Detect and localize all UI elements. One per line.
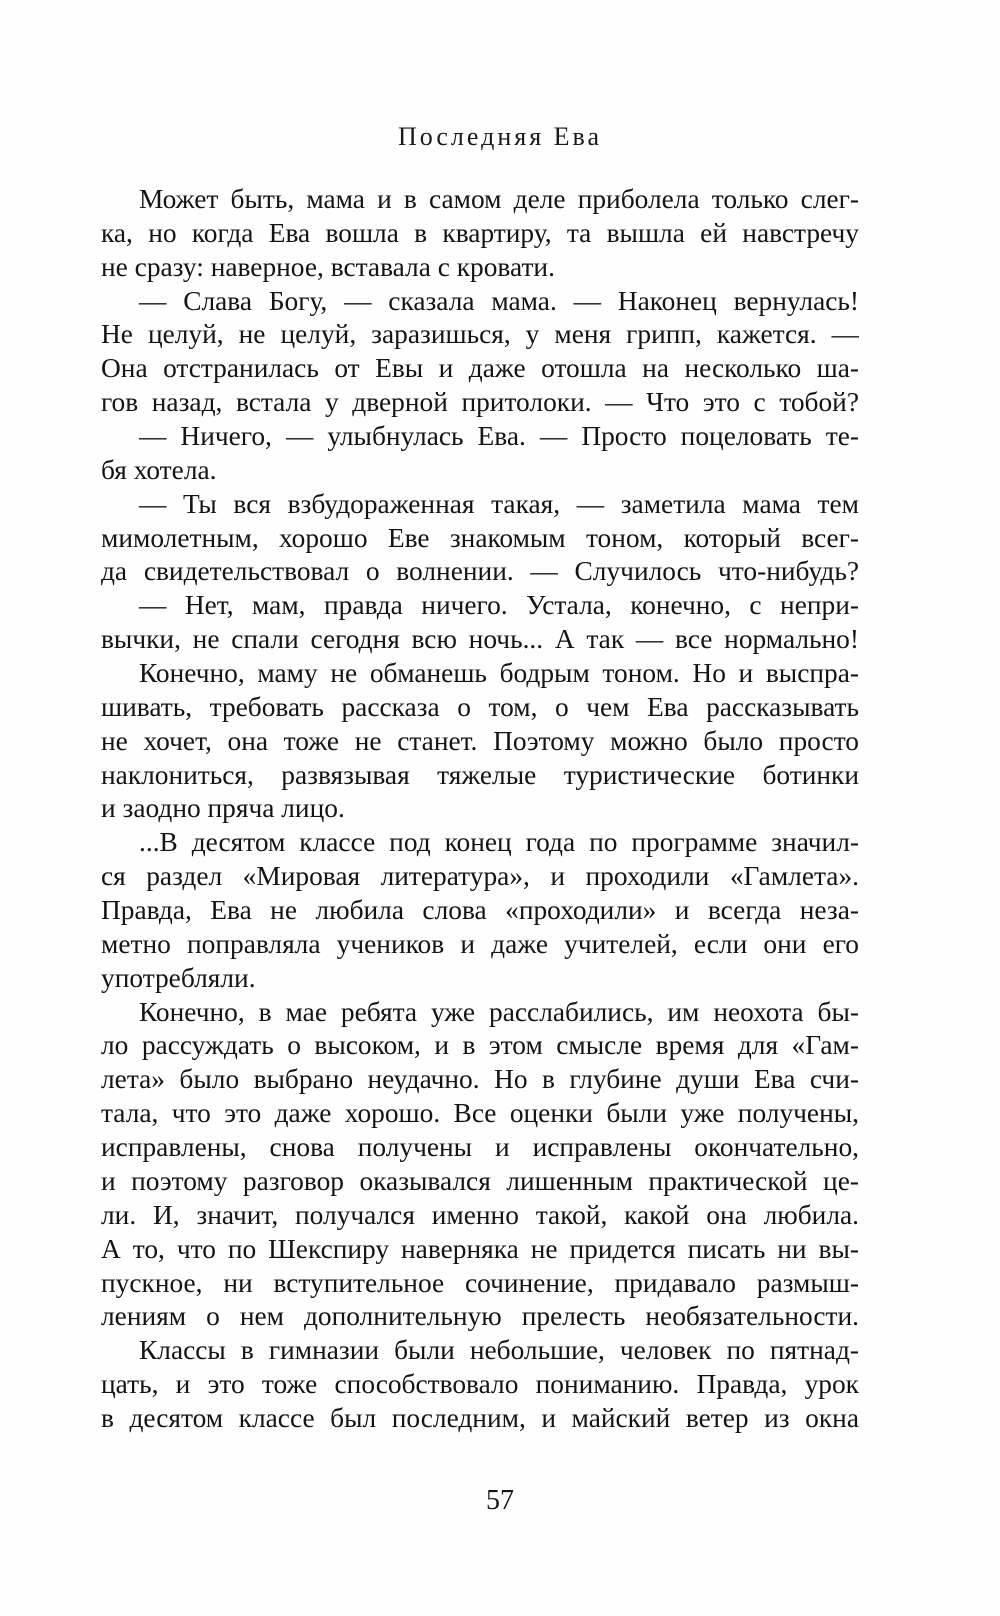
text-line: А то, что по Шекспиру наверняка не придется писать ни вы-	[101, 1233, 859, 1264]
text-line: и заодно пряча лицо.	[101, 793, 345, 824]
paragraph	[101, 1334, 859, 1436]
text-line: лениям о нем дополнительную прелесть необязательности.	[101, 1301, 859, 1332]
text-line: метно поправляла учеников и даже учителей, если они его	[101, 928, 859, 959]
paragraph	[101, 996, 859, 1335]
text-line: ся раздел «Мировая литература», и проходили «Гамлета».	[101, 861, 859, 892]
text-line: — Слава Богу, — сказала мама. — Наконец вернулась!	[139, 285, 859, 316]
paragraph	[101, 488, 859, 590]
text-line: употребляли.	[101, 962, 256, 993]
text-line: да свидетельствовал о волнении. — Случилось что-нибудь?	[101, 556, 859, 587]
text-line: мимолетным, хорошо Еве знакомым тоном, который всег-	[101, 522, 859, 553]
page-number: 57	[486, 1485, 514, 1516]
text-line: — Ничего, — улыбнулась Ева. — Просто поцеловать те-	[139, 421, 859, 452]
text-line: не хочет, она тоже не станет. Поэтому можно было просто	[101, 725, 859, 756]
text-line: ло рассуждать о высоком, и в этом смысле время для «Гам-	[101, 1030, 859, 1061]
text-line: ...В десятом классе под конец года по программе значил-	[139, 827, 859, 858]
text-line: Конечно, в мае ребята уже расслабились, им неохота бы-	[139, 996, 859, 1027]
text-line: шивать, требовать рассказа о том, о чем Ева рассказывать	[101, 691, 859, 722]
text-line: вычки, не спали сегодня всю ночь... А так — все нормально!	[101, 624, 859, 655]
paragraph	[101, 589, 859, 657]
paragraph	[101, 285, 859, 420]
text-line: Не целуй, не целуй, заразишься, у меня грипп, кажется. —	[101, 319, 859, 350]
text-line: ка, но когда Ева вошла в квартиру, та вышла ей навстречу	[101, 217, 859, 248]
running-head: Последняя Ева	[397, 122, 603, 151]
text-line: — Нет, мам, правда ничего. Устала, конечно, с непри-	[139, 590, 859, 621]
text-line: Правда, Ева не любила слова «проходили» и всегда неза-	[101, 895, 859, 926]
text-line: исправлены, снова получены и исправлены окончательно,	[101, 1132, 859, 1163]
text-line: бя хотела.	[101, 454, 217, 485]
text-line: цать, и это тоже способствовало пониманию. Правда, урок	[101, 1369, 859, 1400]
text-line: наклониться, развязывая тяжелые туристические ботинки	[101, 759, 859, 790]
text-line: лета» было выбрано неудачно. Но в глубине души Ева счи-	[101, 1064, 859, 1095]
text-line: Классы в гимназии были небольшие, человек по пятнад-	[139, 1335, 859, 1366]
text-line: ли. И, значит, получался именно такой, какой она любила.	[101, 1199, 859, 1230]
paragraph	[101, 420, 859, 488]
paragraph	[101, 183, 859, 285]
text-line: Конечно, маму не обманешь бодрым тоном. Но и выспра-	[139, 658, 859, 689]
text-line: Может быть, мама и в самом деле приболела только слег-	[139, 184, 859, 214]
text-line: не сразу: наверное, вставала с кровати.	[101, 251, 555, 282]
text-line: гов назад, встала у дверной притолоки. — Что это с тобой?	[101, 387, 859, 418]
text-line: Она отстранилась от Евы и даже отошла на несколько ша-	[101, 353, 859, 384]
paragraph	[101, 657, 859, 826]
text-line: — Ты вся взбудораженная такая, — заметила мама тем	[139, 488, 859, 519]
body-text	[101, 183, 859, 1436]
text-line: и поэтому разговор оказывался лишенным практической це-	[101, 1165, 859, 1196]
text-line: пускное, ни вступительное сочинение, придавало размыш-	[101, 1267, 859, 1298]
paragraph	[101, 826, 859, 995]
text-line: в десятом классе был последним, и майский ветер из окна	[101, 1402, 859, 1433]
text-line: тала, что это даже хорошо. Все оценки были уже получены,	[101, 1098, 859, 1129]
